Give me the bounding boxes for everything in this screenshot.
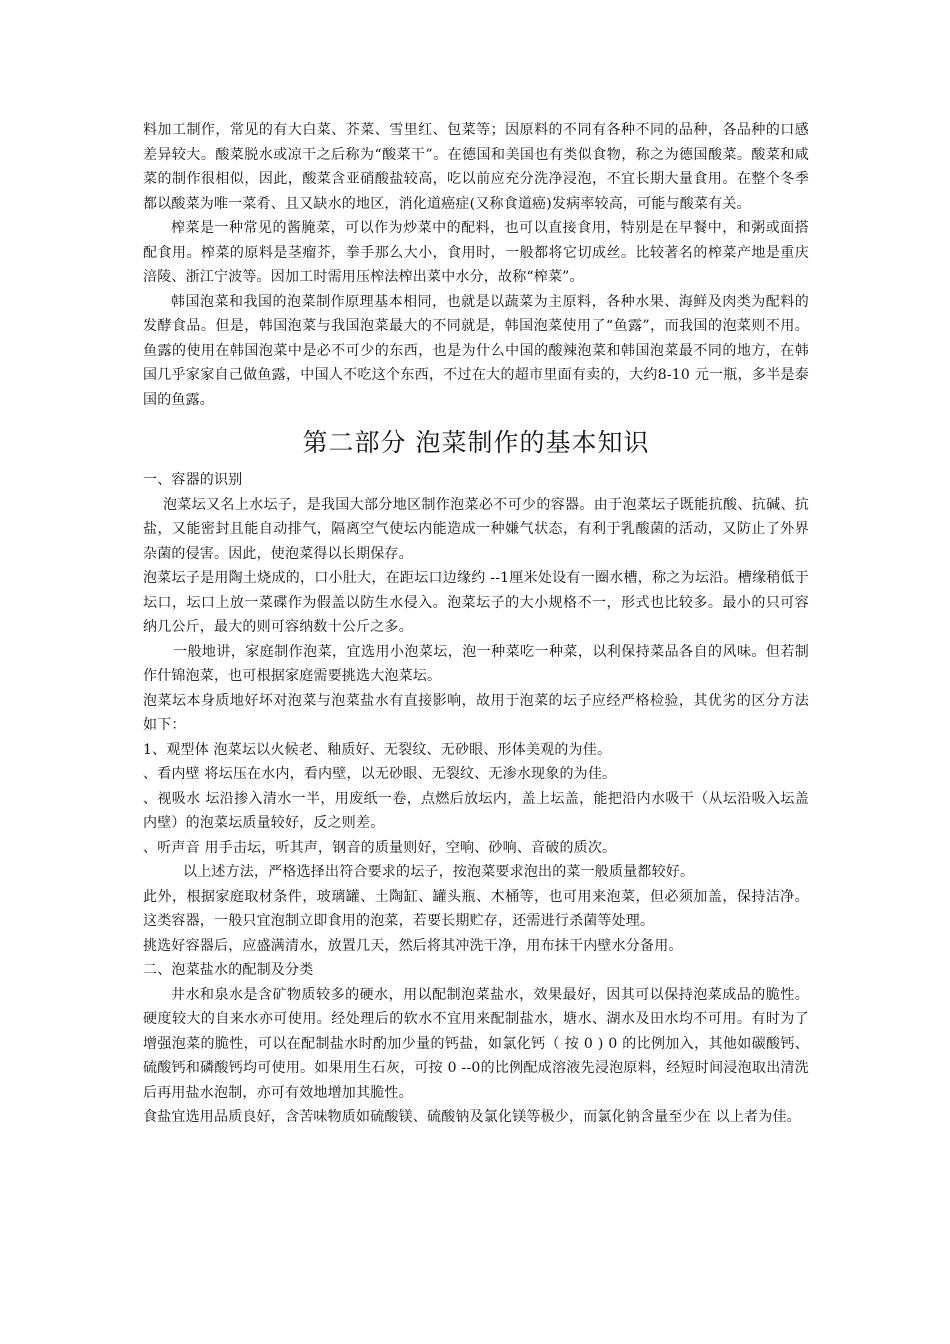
paragraph-jar-quality: 泡菜坛本身质地好坏对泡菜与泡菜盐水有直接影响，故用于泡菜的坛子应经严格检验，其优劣的区分方法如下： bbox=[143, 692, 809, 733]
paragraph-zhacai: 榨菜是一种常见的酱腌菜，可以作为炒菜中的配料，也可以直接食用，特别是在早餐中，和粥或面搭配食用。榨菜的原料是茎瘤芥，拳手那么大小，食用时，一般都将它切成丝。比较著名的榨菜产地是重庆涪陵、浙江宁波等。因加工时需用压榨法榨出菜中水分，故称“榨菜”。 bbox=[143, 220, 809, 285]
paragraph-jar-intro: 泡菜坛又名上水坛子，是我国大部分地区制作泡菜必不可少的容器。由于泡菜坛子既能抗酸、抗碱、抗盐，又能密封且能自动排气，隔离空气使坛内能造成一种嫌气状态，有利于乳酸菌的活动，又防止了外界杂菌的侵害。因此，使泡菜得以长期保存。 bbox=[143, 496, 809, 562]
list-item-observe-shape: 1、观型体 泡菜坛以火候老、釉质好、无裂纹、无砂眼、形体美观的为佳。 bbox=[143, 741, 612, 758]
paragraph-jar-description: 泡菜坛子是用陶土烧成的，口小肚大，在距坛口边缘约 --1厘米处设有一圈水槽，称之为坛沿。槽缘稍低于坛口，坛口上放一菜碟作为假盖以防生水侵入。泡菜坛子的大小规格不一，形式也比较多。最小的只可容纳几公斤，最大的则可容纳数十公斤之多。 bbox=[143, 570, 809, 635]
section1-heading: 一、容器的识别 bbox=[143, 472, 243, 488]
document-body bbox=[143, 118, 809, 1130]
paragraph-sauerkraut: 料加工制作，常见的有大白菜、芥菜、雪里红、包菜等；因原料的不同有各种不同的品种，各品种的口感差异较大。酸菜脱水或凉干之后称为“酸菜干”。在德国和美国也有类似食物，称之为德国酸菜。酸菜和咸菜的制作很相似，因此，酸菜含亚硝酸盐较高，吃以前应充分洗净浸泡，不宜长期大量食用。在整个冬季都以酸菜为唯一菜肴、且又缺水的地区，消化道癌症(又称食道癌)发病率较高，可能与酸菜有关。 bbox=[143, 122, 809, 212]
paragraph-korean-kimchi: 韩国泡菜和我国的泡菜制作原理基本相同，也就是以蔬菜为主原料，各种水果、海鲜及肉类为配料的发酵食品。但是，韩国泡菜与我国泡菜最大的不同就是，韩国泡菜使用了“鱼露”，而我国的泡菜则不用。鱼露的使用在韩国泡菜中是必不可少的东西，也是为什么中国的酸辣泡菜和韩国泡菜最不同的地方，在韩国几乎家家自己做鱼露，中国人不吃这个东西，不过在大的超市里面有卖的，大约8-10 元一瓶，多半是泰国的鱼露。 bbox=[143, 293, 809, 408]
list-item-inner-wall: 、看内壁 将坛压在水内，看内壁，以无砂眼、无裂纹、无渗水现象的为佳。 bbox=[143, 766, 617, 782]
part2-title: 第二部分 泡菜制作的基本知识 bbox=[302, 428, 650, 457]
paragraph-water-selection: 井水和泉水是含矿物质较多的硬水，用以配制泡菜盐水，效果最好，因其可以保持泡菜成品的脆性。硬度较大的自来水亦可使用。经处理后的软水不宜用来配制盐水，塘水、湖水及田水均不可用。有时为了增强泡菜的脆性，可以在配制盐水时酌加少量的钙盐，如氯化钙（ 按 0 ) 0 的比例加入，其他如碳酸钙、硫酸钙和磷酸钙均可使用。如果用生石灰，可按 0 --0的比例配成溶液先浸泡原料，经短时间浸泡取出清洗后再用盐水泡制，亦可有效地增加其脆性。 bbox=[143, 986, 809, 1101]
section2-heading: 二、泡菜盐水的配制及分类 bbox=[143, 962, 314, 978]
list-item-water-absorb: 、视吸水 坛沿掺入清水一半，用废纸一卷，点燃后放坛内，盖上坛盖，能把沿内水吸干（从坛沿吸入坛盖内壁）的泡菜坛质量较好，反之则差。 bbox=[143, 790, 809, 831]
paragraph-other-containers: 此外，根据家庭取材条件，玻璃罐、土陶缸、罐头瓶、木桶等，也可用来泡菜，但必须加盖，保持洁净。这类容器，一般只宜泡制立即食用的泡菜，若要长期贮存，还需进行杀菌等处理。 bbox=[143, 888, 809, 929]
paragraph-salt-selection: 食盐宜选用品质良好，含苦味物质如硫酸镁、硫酸钠及氯化镁等极少，而氯化钠含量至少在 以上者为佳。 bbox=[143, 1109, 801, 1125]
paragraph-container-prep: 挑选好容器后，应盛满清水，放置几天，然后将其冲洗干净，用布抹干内壁水分备用。 bbox=[143, 937, 683, 954]
list-item-sound: 、听声音 用手击坛，听其声，钢音的质量则好，空响、砂响、音破的质次。 bbox=[143, 839, 617, 856]
paragraph-jar-selection: 一般地讲，家庭制作泡菜，宜选用小泡菜坛，泡一种菜吃一种菜，以利保持菜品各自的风味。但若制作什锦泡菜，也可根据家庭需要挑选大泡菜坛。 bbox=[143, 643, 809, 684]
paragraph-selection-summary: 以上述方法，严格选择出符合要求的坛子，按泡菜要求泡出的菜一般质量都较好。 bbox=[183, 864, 695, 880]
